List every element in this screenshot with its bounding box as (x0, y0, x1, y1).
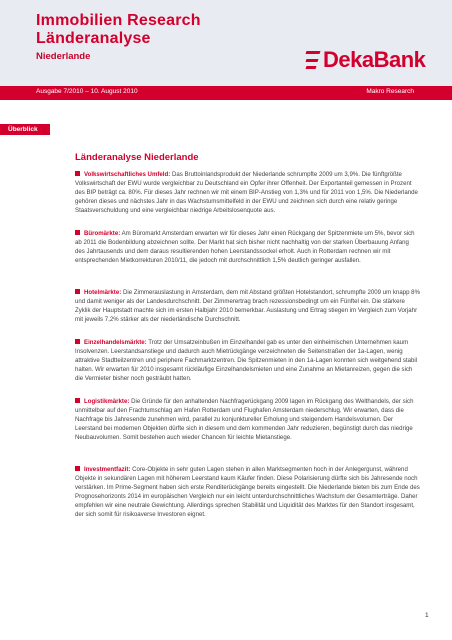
bullet-square-icon (75, 466, 80, 471)
paragraph-logistics (75, 398, 420, 443)
issue-date: Ausgabe 7/2010 – 10. August 2010 (36, 88, 138, 95)
bullet-square-icon (75, 171, 80, 176)
document-title: Länderanalyse Niederlande (75, 152, 199, 163)
page-number: 1 (425, 612, 429, 619)
paragraph-text: Die Gründe für den anhaltenden Nachfragerückgang 2009 lagen im Rückgang des Welthandels, der sich unmittelbar auf den Frachtumschlag am Hafen Rotterdam und Flughafen Amsterdam niederschlug. Wir erwarten, dass die Nachfrage bis Jahresende zunehmen wird, parallel zu konjunktureller Erholung und steigendem Handelsvolumen. Der Leerstand bei modernen Objekten dürfte sich in diesem und dem kommenden Jahr reduzieren, begünstigt durch das niedrige Neubauvolumen. Somit bestehen auch wieder Chancen für leichte Mietanstiege. (75, 398, 414, 441)
dekabank-logo (306, 48, 425, 72)
section-tab-label: Überblick (8, 125, 38, 133)
paragraph-office (75, 230, 420, 266)
paragraph-investment (75, 466, 420, 519)
bullet-square-icon (75, 230, 80, 235)
logo-mark-icon (306, 51, 320, 69)
paragraph-heading: Hotelmärkte: (84, 289, 122, 296)
paragraph-text: Core-Objekte in sehr guten Lagen stehen in allen Marktsegmenten hoch in der Anlegergunst, während Objekte in sekundären Lagen mit höherem Leerstand kaum Käufer finden. Diese Polarisierung dürfte sich bis Jahresende noch verstärken. Im Prime-Segment haben sich erste Renditerückgänge bereits eingestellt. Die Niederlande bieten bis zum Ende des Prognosehorizonts 2014 im europäischen Vergleich nur ein leicht unterdurchschnittliches Wachstum der Gesamterträge. Daher empfehlen wir eine neutrale Gewichtung. Allerdings sprechen Stabilität und Liquidität des Marktes für den Standort insgesamt, der sich somit für risikoaverse Investoren eignet. (75, 466, 420, 518)
bullet-square-icon (75, 289, 80, 294)
report-title: Immobilien Research (36, 12, 201, 29)
paragraph-economy (75, 171, 420, 216)
paragraph-heading: Investmentfazit: (84, 466, 131, 473)
report-country: Niederlande (36, 51, 91, 62)
report-subtitle: Länderanalyse (36, 30, 151, 47)
section-tab (0, 124, 50, 135)
paragraph-heading: Logistikmärkte: (84, 398, 130, 405)
paragraph-heading: Büromärkte: (84, 230, 121, 237)
paragraph-heading: Einzelhandelsmärkte: (84, 339, 147, 346)
paragraph-retail (75, 339, 420, 384)
bullet-square-icon (75, 339, 80, 344)
department-label: Makro Research (366, 88, 414, 95)
paragraph-text: Das Bruttoinlandsprodukt der Niederlande schrumpfte 2009 um 3,9%. Die fünftgrößte Volkswirtschaft der EWU wurde vergleichbar zu Deutschland ein Opfer ihrer Offenheit. Der Exportanteil gemessen in Prozent des BIP beträgt ca. 80%. Für dieses Jahr rechnen wir mit einem BIP-Anstieg von 1,3% und für 2011 von 1,5%. Die Niederlande gehören dieses und nächstes Jahr in das Wachstumsmittelfeld in der EWU und zeichnen sich durch eine relativ geringe Staatsverschuldung und eine vergleichbar niedrige Arbeitslosenquote aus. (75, 171, 418, 214)
paragraph-hotel (75, 289, 420, 325)
paragraph-text: Am Büromarkt Amsterdam erwarten wir für dieses Jahr einen Rückgang der Spitzenmiete um 5%, bevor sich ab 2011 die Bodenbildung abzeichnen sollte. Der Markt hat sich bisher nicht nachhaltig von der starken Überbauung Anfang des Jahrtausends und dem daraus resultierenden hohen Leerstandssockel erholt. Auch in Rotterdam rechnen wir mit entsprechenden Mietkorrekturen 2010/11, die jedoch mit durchschnittlich 1,5% deutlich geringer ausfallen. (75, 230, 415, 264)
paragraph-heading: Volkswirtschaftliches Umfeld: (84, 171, 171, 178)
bullet-square-icon (75, 398, 80, 403)
logo-text: DekaBank (323, 47, 426, 72)
paragraph-text: Trotz der Umsatzeinbußen im Einzelhandel gab es unter den einheimischen Unternehmen kaum Insolvenzen. Leerstandsanstiege und dadurch auch Mietrückgänge verzeichneten die Seitenstraßen der 1a-Lagen, wenig attraktive Stadtteilzentren und periphere Fachmarktzentren. Die Spitzenmieten in den 1a-Lagen konnten sich weitgehend stabil halten. Wir erwarten für 2010 insgesamt rückläufige Einzelhandelsmieten und eine Zunahme an Mietanreizen, gegen die sich die Vermieter bisher noch gesträubt hatten. (75, 339, 418, 382)
paragraph-text: Die Zimmerauslastung in Amsterdam, dem mit Abstand größten Hotelstandort, schrumpfte 2009 um knapp 8% und damit weniger als der Landesdurchschnitt. Der Zimmerertrag brach rezessionsbedingt um ein Fünftel ein. Die stärkere Zyklik der Hauptstadt machte sich im ersten Halbjahr 2010 bemerkbar. Auslastung und Ertrag stiegen im Vergleich zum Vorjahr mit jeweils 7,2% stärker als der niederländische Durchschnitt. (75, 289, 420, 323)
